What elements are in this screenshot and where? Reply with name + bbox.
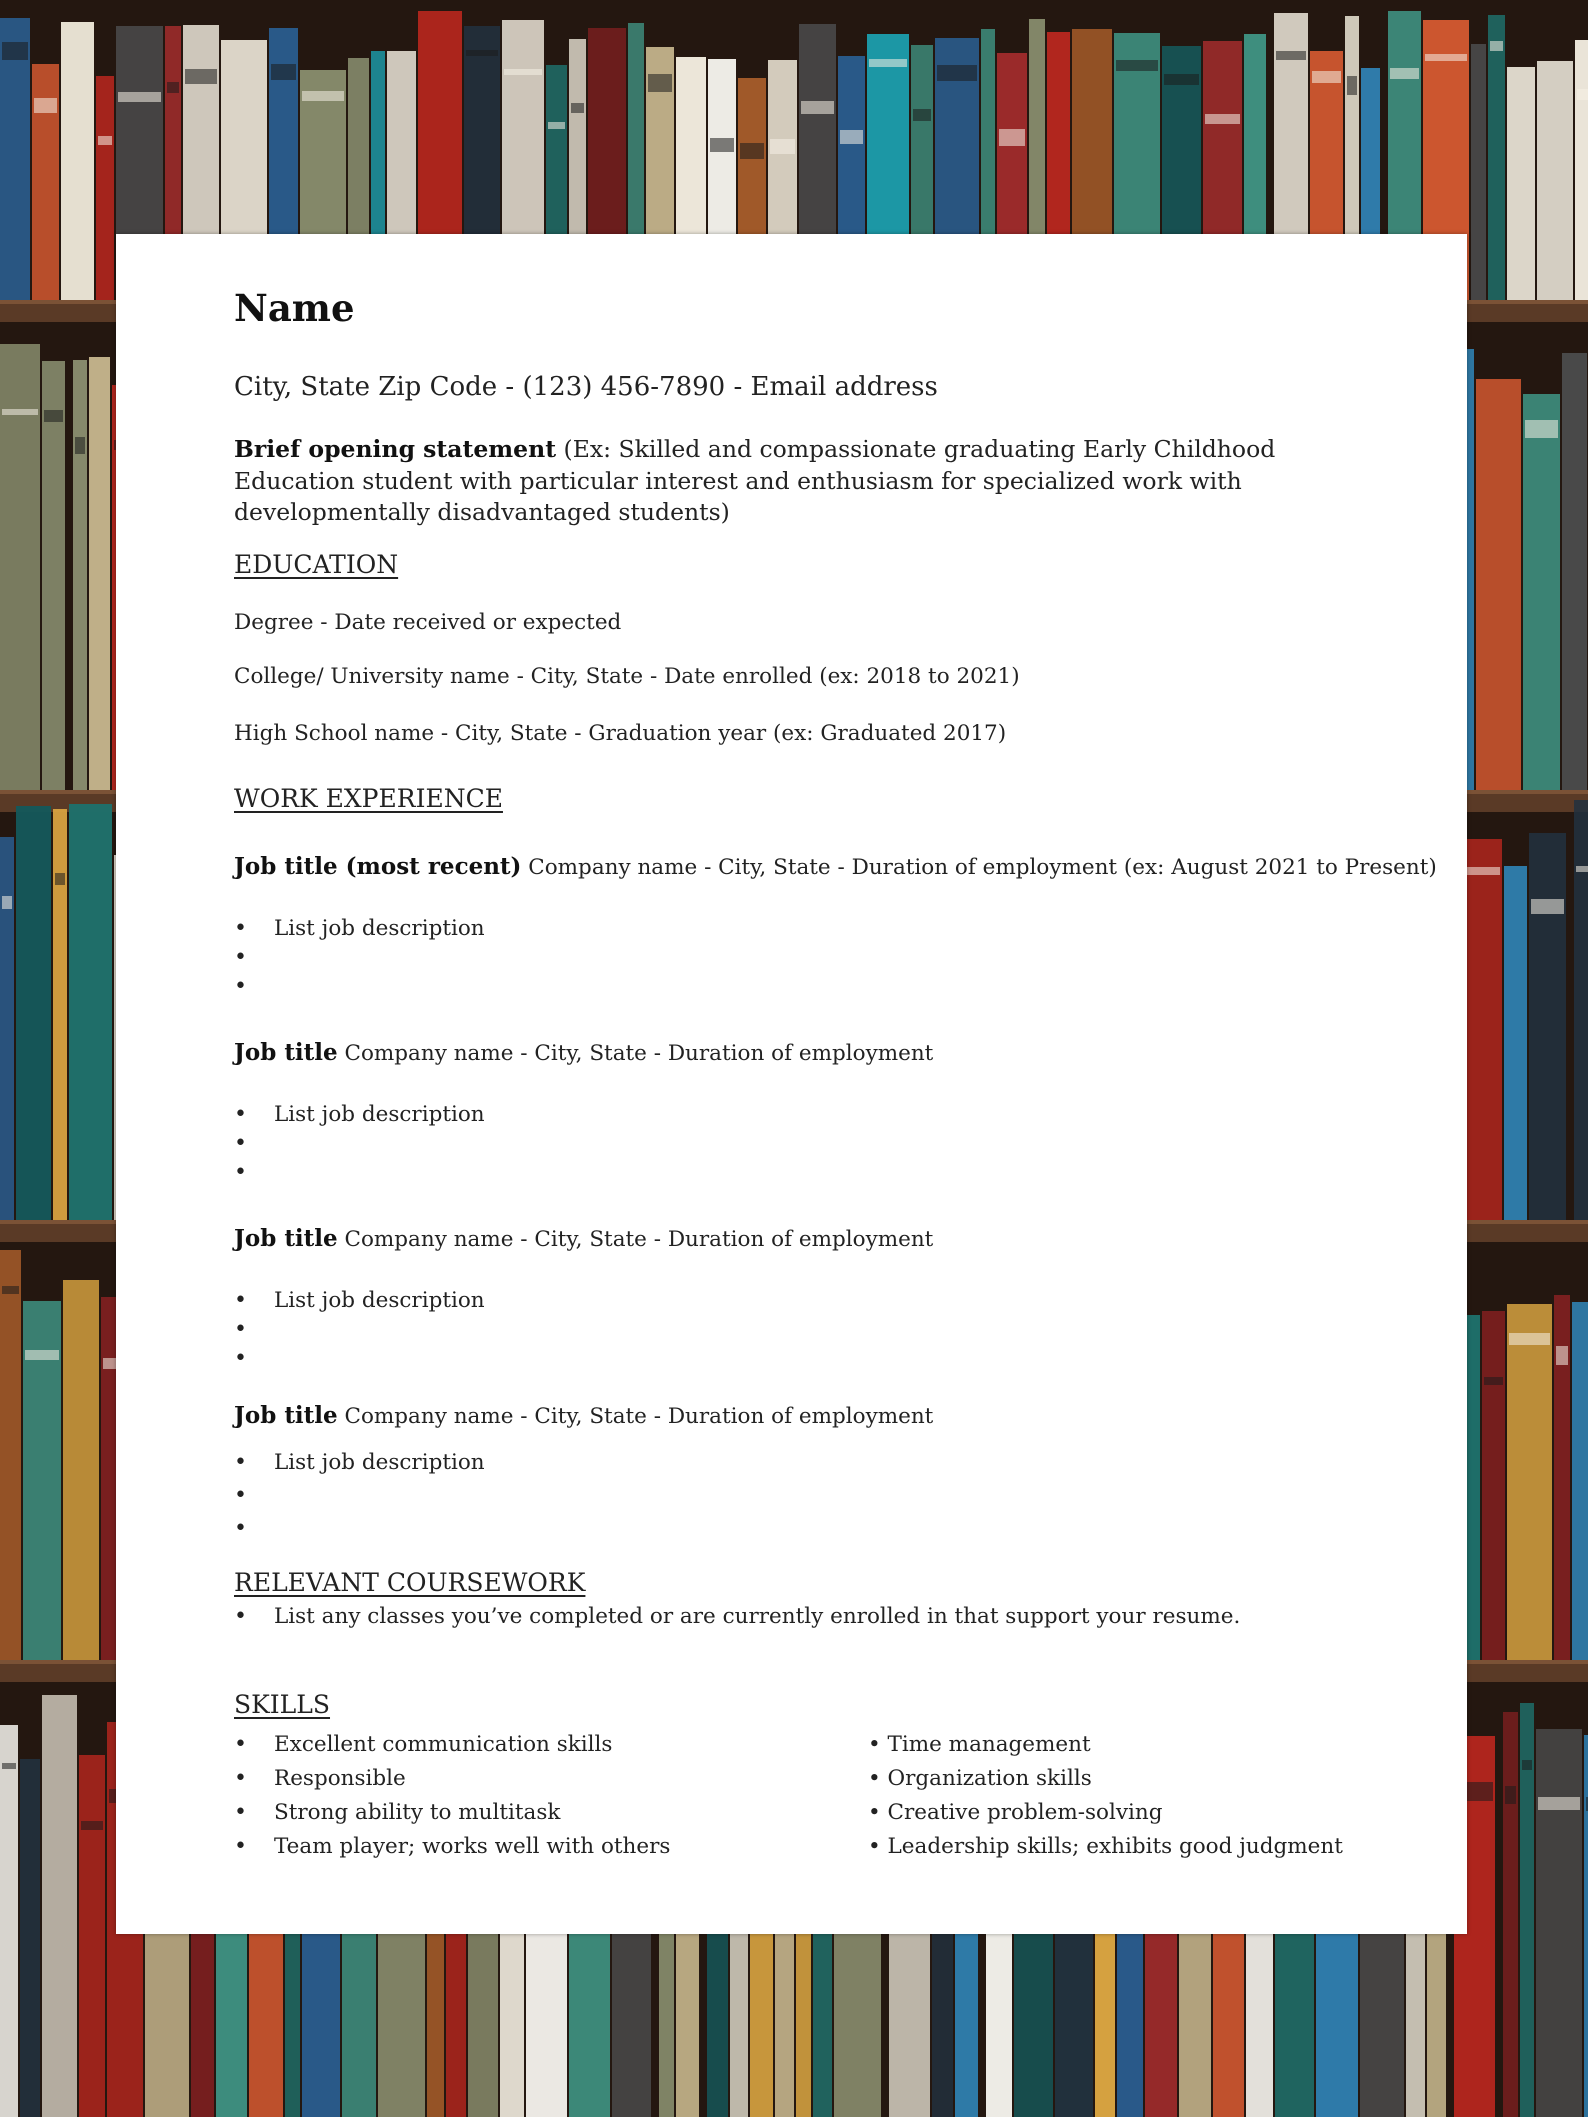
- skills-list-left: [234, 1728, 670, 1864]
- skill-item: • Strong ability to multitask: [234, 1796, 670, 1830]
- book-spine-band: [840, 130, 863, 144]
- job-1-bullets: [234, 914, 485, 1001]
- list-item: [234, 1315, 485, 1344]
- book-spine-band: [770, 139, 795, 154]
- book-spine-band: [1538, 1797, 1580, 1810]
- book-spine: [1537, 61, 1573, 300]
- job-details: Company name - City, State - Duration of employment: [337, 1041, 934, 1066]
- book-spine-band: [271, 64, 296, 80]
- skills-list-right: [868, 1728, 1343, 1864]
- book-spine-band: [1505, 1786, 1516, 1804]
- book-spine-band: [185, 69, 217, 84]
- book-spine-band: [648, 74, 672, 92]
- book-spine: [1488, 15, 1505, 300]
- book-spine-band: [1484, 1377, 1503, 1385]
- skill-item: • Creative problem-solving: [868, 1800, 1163, 1825]
- book-spine-band: [1390, 68, 1419, 79]
- book-spine: [0, 1250, 21, 1660]
- book-spine-band: [1576, 866, 1588, 872]
- education-high-school: High School name - City, State - Graduation year (ex: Graduated 2017): [234, 721, 1007, 746]
- book-spine-band: [2, 1286, 19, 1294]
- list-item: [234, 1512, 485, 1545]
- book-spine-band: [75, 437, 85, 454]
- skill-item: • Organization skills: [868, 1766, 1092, 1791]
- list-item: [234, 1129, 485, 1158]
- book-spine-band: [1509, 1333, 1550, 1345]
- book-spine-band: [1577, 89, 1588, 100]
- resume-page: [116, 234, 1467, 1934]
- list-item: [234, 1158, 485, 1187]
- education-degree: Degree - Date received or expected: [234, 610, 622, 635]
- list-item: • List any classes you’ve completed or are currently enrolled in that support your resume.: [234, 1602, 1240, 1631]
- statement-label: Brief opening statement: [234, 435, 557, 463]
- book-spine: [63, 1280, 99, 1660]
- book-spine: [69, 804, 112, 1220]
- book-spine-band: [118, 92, 161, 102]
- book-spine: [1507, 1304, 1552, 1660]
- list-item: [234, 1479, 485, 1512]
- book-spine-band: [98, 136, 112, 145]
- book-spine-band: [1312, 71, 1341, 83]
- book-spine: [89, 357, 110, 790]
- book-spine-band: [2, 409, 38, 415]
- skill-item: • Excellent communication skills: [234, 1728, 670, 1762]
- book-spine-band: [167, 82, 179, 93]
- book-spine: [53, 809, 67, 1220]
- book-spine: [1523, 394, 1560, 790]
- book-spine-band: [999, 129, 1025, 146]
- job-entry-1: [234, 853, 1437, 880]
- job-details: Company name - City, State - Duration of employment: [337, 1227, 934, 1252]
- book-spine-band: [504, 69, 542, 75]
- book-spine: [1471, 44, 1486, 300]
- book-spine-band: [710, 138, 734, 152]
- book-spine-band: [913, 109, 931, 121]
- list-item: • List job description: [234, 1100, 485, 1129]
- book-spine-band: [869, 59, 907, 67]
- book-spine: [0, 837, 14, 1220]
- book-spine-band: [1556, 1346, 1568, 1365]
- job-entry-3: [234, 1225, 933, 1252]
- book-spine-band: [1425, 54, 1467, 61]
- book-spine-band: [1164, 74, 1199, 85]
- book-spine-band: [34, 98, 57, 113]
- book-spine-band: [1525, 420, 1558, 438]
- job-entry-2: [234, 1039, 933, 1066]
- book-spine-band: [25, 1350, 59, 1360]
- book-spine: [1529, 833, 1566, 1220]
- list-item: • List job description: [234, 1286, 485, 1315]
- book-spine-band: [466, 50, 498, 56]
- book-spine-band: [1490, 41, 1503, 51]
- book-spine-band: [571, 103, 584, 113]
- skill-item: • Time management: [868, 1732, 1091, 1757]
- book-spine: [79, 1755, 105, 2117]
- book-spine-band: [55, 873, 65, 885]
- job-title: Job title: [234, 1402, 338, 1429]
- book-spine: [1503, 1712, 1518, 2117]
- book-spine: [1504, 866, 1527, 1220]
- book-spine: [1575, 40, 1588, 300]
- education-heading: EDUCATION: [234, 550, 399, 579]
- book-spine-band: [2, 1763, 16, 1769]
- job-title: Job title: [234, 1039, 338, 1066]
- book-spine-band: [44, 410, 63, 422]
- coursework-bullets: [234, 1602, 1240, 1631]
- book-spine-band: [1116, 60, 1158, 71]
- book-spine: [1476, 379, 1521, 790]
- book-spine: [0, 1725, 18, 2117]
- job-title: Job title (most recent): [234, 853, 522, 880]
- book-spine-band: [81, 1821, 103, 1830]
- book-spine: [0, 18, 30, 300]
- opening-statement: [234, 434, 1334, 529]
- book-spine: [96, 76, 114, 300]
- list-item: • List job description: [234, 1446, 485, 1479]
- book-spine: [1507, 67, 1535, 300]
- book-spine: [16, 806, 51, 1220]
- list-item: [234, 943, 485, 972]
- book-spine-band: [2, 42, 28, 60]
- job-details: Company name - City, State - Duration of employment (ex: August 2021 to Present): [521, 855, 1437, 880]
- job-3-bullets: [234, 1286, 485, 1373]
- job-4-bullets: [234, 1446, 485, 1545]
- job-title: Job title: [234, 1225, 338, 1252]
- book-spine: [42, 361, 65, 790]
- book-spine: [73, 360, 87, 790]
- book-spine-band: [1276, 51, 1306, 60]
- book-spine-band: [302, 91, 344, 101]
- skills-heading: SKILLS: [234, 1690, 331, 1719]
- book-spine: [1574, 800, 1588, 1220]
- list-item: [234, 972, 485, 1001]
- list-item: [234, 1344, 485, 1373]
- book-spine-band: [1205, 114, 1240, 124]
- book-spine-band: [548, 122, 565, 129]
- coursework-heading: RELEVANT COURSEWORK: [234, 1568, 586, 1597]
- book-spine: [42, 1695, 77, 2117]
- book-spine: [20, 1759, 40, 2117]
- resume-name: Name: [234, 286, 355, 330]
- book-spine: [1584, 1735, 1588, 2117]
- book-spine: [1562, 353, 1587, 790]
- book-spine-band: [1347, 76, 1357, 95]
- skill-item: • Team player; works well with others: [234, 1830, 670, 1864]
- list-item: • List job description: [234, 914, 485, 943]
- skill-item: • Responsible: [234, 1762, 670, 1796]
- book-spine: [61, 22, 94, 300]
- book-spine: [1572, 1302, 1588, 1660]
- book-spine-band: [1522, 1760, 1532, 1770]
- job-details: Company name - City, State - Duration of employment: [337, 1404, 934, 1429]
- work-experience-heading: WORK EXPERIENCE: [234, 784, 503, 813]
- education-college: College/ University name - City, State - Date enrolled (ex: 2018 to 2021): [234, 664, 1020, 689]
- statement-text: (Ex: Skilled and compassionate graduating Early Childhood Education student with particular interest and enthusiasm for specialized work with developmentally disadvantaged students): [234, 435, 1276, 526]
- skill-item: • Leadership skills; exhibits good judgment: [868, 1834, 1343, 1859]
- book-spine-band: [740, 143, 764, 159]
- book-spine-band: [801, 101, 834, 114]
- book-spine-band: [937, 65, 977, 81]
- book-spine-band: [1531, 899, 1564, 914]
- job-entry-4: [234, 1402, 933, 1429]
- book-spine-band: [2, 896, 12, 909]
- book-spine: [1536, 1729, 1582, 2117]
- contact-line: City, State Zip Code - (123) 456-7890 - Email address: [234, 372, 938, 402]
- job-2-bullets: [234, 1100, 485, 1187]
- book-spine: [1482, 1311, 1505, 1660]
